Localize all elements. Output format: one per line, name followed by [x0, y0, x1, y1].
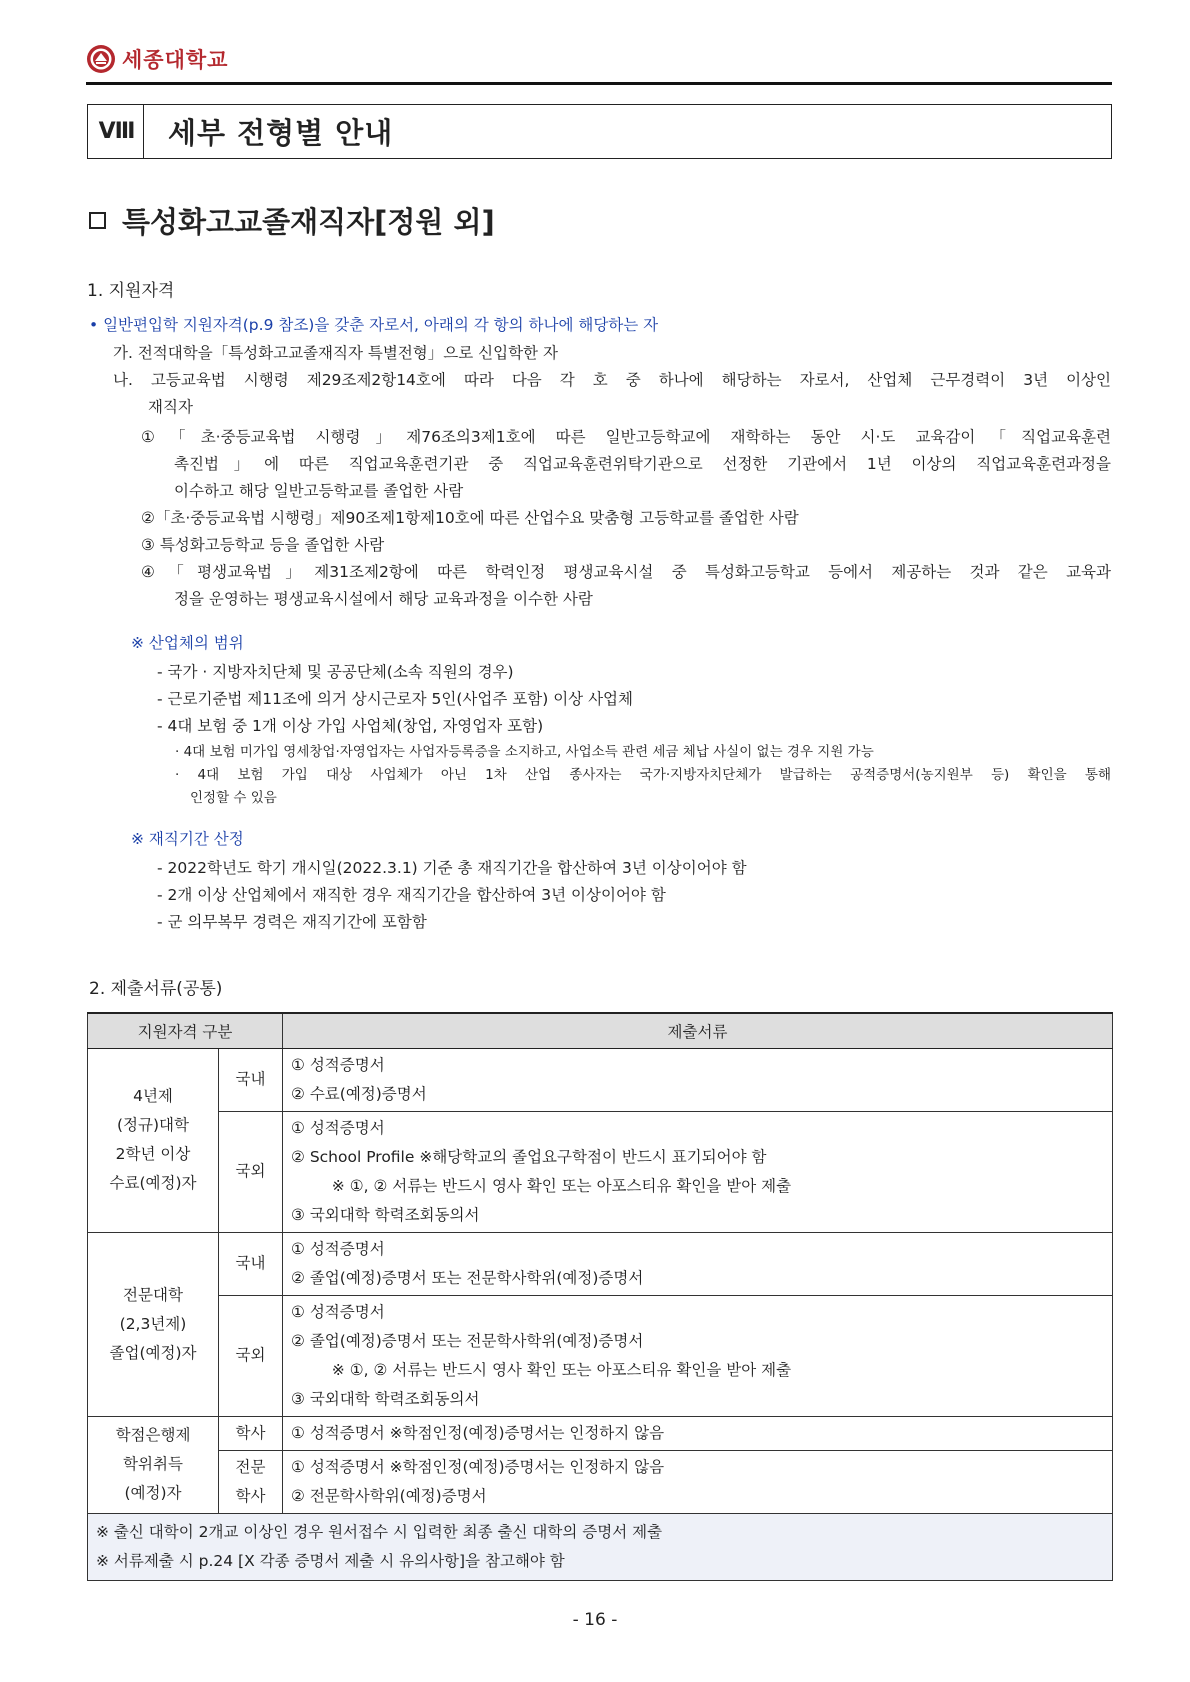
location-cell: 학사: [219, 1416, 283, 1450]
qualification-sub-1-cont: 촉진법」에 따른 직업교육훈련기관 중 직업교육훈련위탁기관으로 선정한 기관에서 1년 이상의 직업교육훈련과정을: [174, 455, 1111, 473]
qualification-intro: • 일반편입학 지원자격(p.9 참조)을 갖춘 자로서, 아래의 각 항의 하나에 해당하는 자: [89, 316, 659, 334]
table-row: [88, 1111, 1113, 1232]
chapter-number: Ⅷ: [88, 105, 144, 158]
qualification-sub-4: ④「평생교육법」제31조제2항에 따른 학력인정 평생교육시설 중 특성화고등학교 등에서 제공하는 것과 같은 교육과: [141, 563, 1111, 581]
logo-text: 세종대학교: [122, 48, 229, 72]
location-cell: 국외: [219, 1295, 283, 1416]
qualification-sub-3: ③ 특성화고등학교 등을 졸업한 사람: [141, 536, 385, 554]
qualification-item-na: 나. 고등교육법 시행령 제29조제2항14호에 따라 다음 각 호 중 하나에 해당하는 자로서, 산업체 근무경력이 3년 이상인: [113, 371, 1111, 389]
category-cell: 전문대학 (2,3년제) 졸업(예정)자: [88, 1232, 219, 1416]
table-header-documents: 제출서류: [283, 1013, 1113, 1048]
location-cell: 국외: [219, 1111, 283, 1232]
industry-scope-heading: ※ 산업체의 범위: [131, 634, 244, 652]
qualification-heading: 1. 지원자격: [87, 281, 175, 301]
industry-scope-item: - 국가 · 지방자치단체 및 공공단체(소속 직원의 경우): [157, 663, 514, 681]
employment-period-item: - 2개 이상 산업체에서 재직한 경우 재직기간을 합산하여 3년 이상이어야 함: [157, 886, 666, 904]
category-cell: 학점은행제 학위취득 (예정)자: [88, 1416, 219, 1513]
documents-cell: ① 성적증명서 ※학점인정(예정)증명서는 인정하지 않음: [283, 1416, 1113, 1450]
location-cell: 전문 학사: [219, 1450, 283, 1513]
documents-heading: 2. 제출서류(공통): [89, 979, 223, 999]
documents-cell: ① 성적증명서 ② School Profile ※해당학교의 졸업요구학점이 반드시 표기되어야 함 ※ ①, ② 서류는 반드시 영사 확인 또는 아포스티유 확인을 받아 제출 ③ 국외대학 학력조회동의서: [283, 1111, 1113, 1232]
documents-cell: ① 성적증명서 ② 졸업(예정)증명서 또는 전문학사학위(예정)증명서: [283, 1232, 1113, 1295]
industry-scope-note: · 4대 보험 가입 대상 사업체가 아닌 1차 산업 종사자는 국가·지방자치단체가 발급하는 공적증명서(농지원부 등) 확인을 통해: [175, 767, 1111, 783]
table-row: [88, 1232, 1113, 1295]
employment-period-heading: ※ 재직기간 산정: [131, 830, 244, 848]
documents-cell: ① 성적증명서 ② 졸업(예정)증명서 또는 전문학사학위(예정)증명서 ※ ①, ② 서류는 반드시 영사 확인 또는 아포스티유 확인을 받아 제출 ③ 국외대학 학력조회동의서: [283, 1295, 1113, 1416]
table-row: [88, 1048, 1113, 1111]
employment-period-item: - 군 의무복무 경력은 재직기간에 포함함: [157, 913, 427, 931]
industry-scope-item: - 근로기준법 제11조에 의거 상시근로자 5인(사업주 포함) 이상 사업체: [157, 690, 633, 708]
documents-cell: ① 성적증명서 ※학점인정(예정)증명서는 인정하지 않음 ② 전문학사학위(예정)증명서: [283, 1450, 1113, 1513]
table-row: [88, 1416, 1113, 1450]
employment-period-item: - 2022학년도 학기 개시일(2022.3.1) 기준 총 재직기간을 합산하여 3년 이상이어야 함: [157, 859, 747, 877]
category-cell: 4년제 (정규)대학 2학년 이상 수료(예정)자: [88, 1048, 219, 1232]
table-row: [88, 1295, 1113, 1416]
qualification-sub-1-cont2: 이수하고 해당 일반고등학교를 졸업한 사람: [174, 482, 464, 500]
chapter-title: 세부 전형별 안내: [168, 116, 394, 150]
checkbox-square-icon: [89, 212, 106, 229]
table-note: ※ 서류제출 시 p.24 [Ⅹ 각종 증명서 제출 시 유의사항]을 참고해야 함: [96, 1551, 565, 1570]
industry-scope-note-cont: 인정할 수 있음: [190, 790, 277, 806]
industry-scope-item: - 4대 보험 중 1개 이상 가입 사업체(창업, 자영업자 포함): [157, 717, 544, 735]
table-notes-cell: [88, 1513, 1113, 1580]
qualification-item-ga: 가. 전적대학을「특성화고교졸재직자 특별전형」으로 신입학한 자: [113, 344, 558, 362]
table-header-qualification: 지원자격 구분: [88, 1013, 283, 1048]
qualification-item-na-cont: 재직자: [148, 398, 193, 416]
industry-scope-note: · 4대 보험 미가입 영세창업·자영업자는 사업자등록증을 소지하고, 사업소득 관련 세금 체납 사실이 없는 경우 지원 가능: [175, 744, 874, 760]
header-rule: [86, 82, 1112, 85]
section-title: [89, 200, 495, 241]
qualification-sub-1: ①「초·중등교육법 시행령」제76조의3제1호에 따른 일반고등학교에 재학하는 동안 시·도 교육감이「직업교육훈련: [141, 428, 1111, 446]
section-title-text: 특성화고교졸재직자[정원 외]: [122, 205, 495, 239]
table-note: ※ 출신 대학이 2개교 이상인 경우 원서접수 시 입력한 최종 출신 대학의 증명서 제출: [96, 1522, 663, 1541]
table-notes-row: [88, 1513, 1113, 1580]
header-logo: [86, 44, 228, 74]
page-number: - 16 -: [572, 1610, 618, 1630]
chapter-box: [87, 104, 1112, 159]
table-row: [88, 1450, 1113, 1513]
university-emblem-icon: [86, 44, 116, 74]
documents-table: [87, 1012, 1113, 1581]
qualification-sub-4-cont: 정을 운영하는 평생교육시설에서 해당 교육과정을 이수한 사람: [174, 590, 593, 608]
table-header-row: [88, 1013, 1113, 1048]
location-cell: 국내: [219, 1232, 283, 1295]
location-cell: 국내: [219, 1048, 283, 1111]
documents-cell: ① 성적증명서 ② 수료(예정)증명서: [283, 1048, 1113, 1111]
qualification-sub-2: ②「초·중등교육법 시행령」제90조제1항제10호에 따른 산업수요 맞춤형 고등학교를 졸업한 사람: [141, 509, 799, 527]
